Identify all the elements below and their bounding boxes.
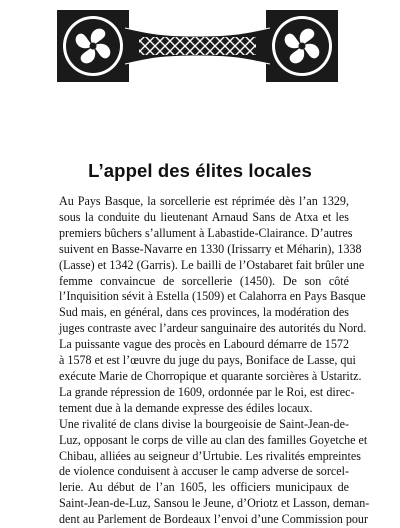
- text-line: Une rivalité de clans divise la bourgeoisie de Saint-Jean-de-: [59, 416, 349, 431]
- text-line: à 1578 et est l’œuvre du juge du pays, Boniface de Lasse, qui: [59, 353, 356, 368]
- text-line: femme convaincue de sorcellerie (1450). De son côté: [59, 273, 349, 288]
- text-line: juges contraste avec l’ardeur sanguinaire des autorités du Nord.: [59, 321, 367, 336]
- text-line: La grande répression de 1609, ordonnée par le Roi, est direc-: [59, 384, 355, 399]
- ornament-central-bar: [125, 28, 270, 64]
- celtic-cross-ornament-icon: [55, 6, 340, 86]
- paragraph: [45, 194, 367, 337]
- text-line: La puissante vague des procès en Labourd démarre de 1572: [59, 337, 349, 352]
- text-line: exécute Marie de Chorropique et quarante sorcières à Ustaritz.: [59, 368, 362, 383]
- text-line: tement due à la demande expresse des édiles locaux.: [59, 400, 313, 415]
- paragraph: [45, 384, 355, 417]
- text-line: de violence conduisent à accuser le camp adverse de sorcel-: [59, 464, 349, 479]
- text-line: Chibau, alliées au seigneur d’Urtubie. Les rivalités empreintes: [59, 448, 361, 463]
- text-line: (Lasse) et 1342 (Garris). Le bailli de l’Ostabaret fait brûler une: [59, 257, 365, 272]
- body-text: [45, 194, 370, 528]
- paragraph: [45, 416, 370, 528]
- text-line: l’Inquisition sévit à Estella (1509) et Calahorra en Pays Basque: [59, 289, 366, 304]
- text-line: Saint-Jean-de-Luz, Sansou le Jeune, d’Oriotz et Lasson, deman-: [59, 496, 370, 511]
- text-line: Luz, opposant le corps de ville au clan des familles Goyetche et: [59, 432, 368, 447]
- section-heading: L’appel des élites locales: [88, 160, 312, 181]
- paragraph: [45, 337, 362, 385]
- text-line: dent au Parlement de Bordeaux l’envoi d’une Commission pour: [59, 512, 368, 527]
- text-line: sous la conduite du lieutenant Arnaud Sans de Atxa et les: [59, 209, 349, 224]
- text-line: premiers bûchers s’allument à Labastide-Clairance. D’autres: [59, 225, 353, 240]
- text-line: Sud mais, en général, dans ces provinces, la modération des: [59, 305, 349, 320]
- text-line: Au Pays Basque, la sorcellerie est réprimée dès l’an 1329,: [59, 194, 349, 208]
- ornament-left-end: [57, 10, 129, 82]
- text-line: suivent en Basse-Navarre en 1330 (Irissarry et Méharin), 1338: [59, 241, 362, 256]
- text-line: lerie. Au début de l’an 1605, les officiers municipaux de: [59, 480, 349, 495]
- ornament-right-end: [266, 10, 338, 82]
